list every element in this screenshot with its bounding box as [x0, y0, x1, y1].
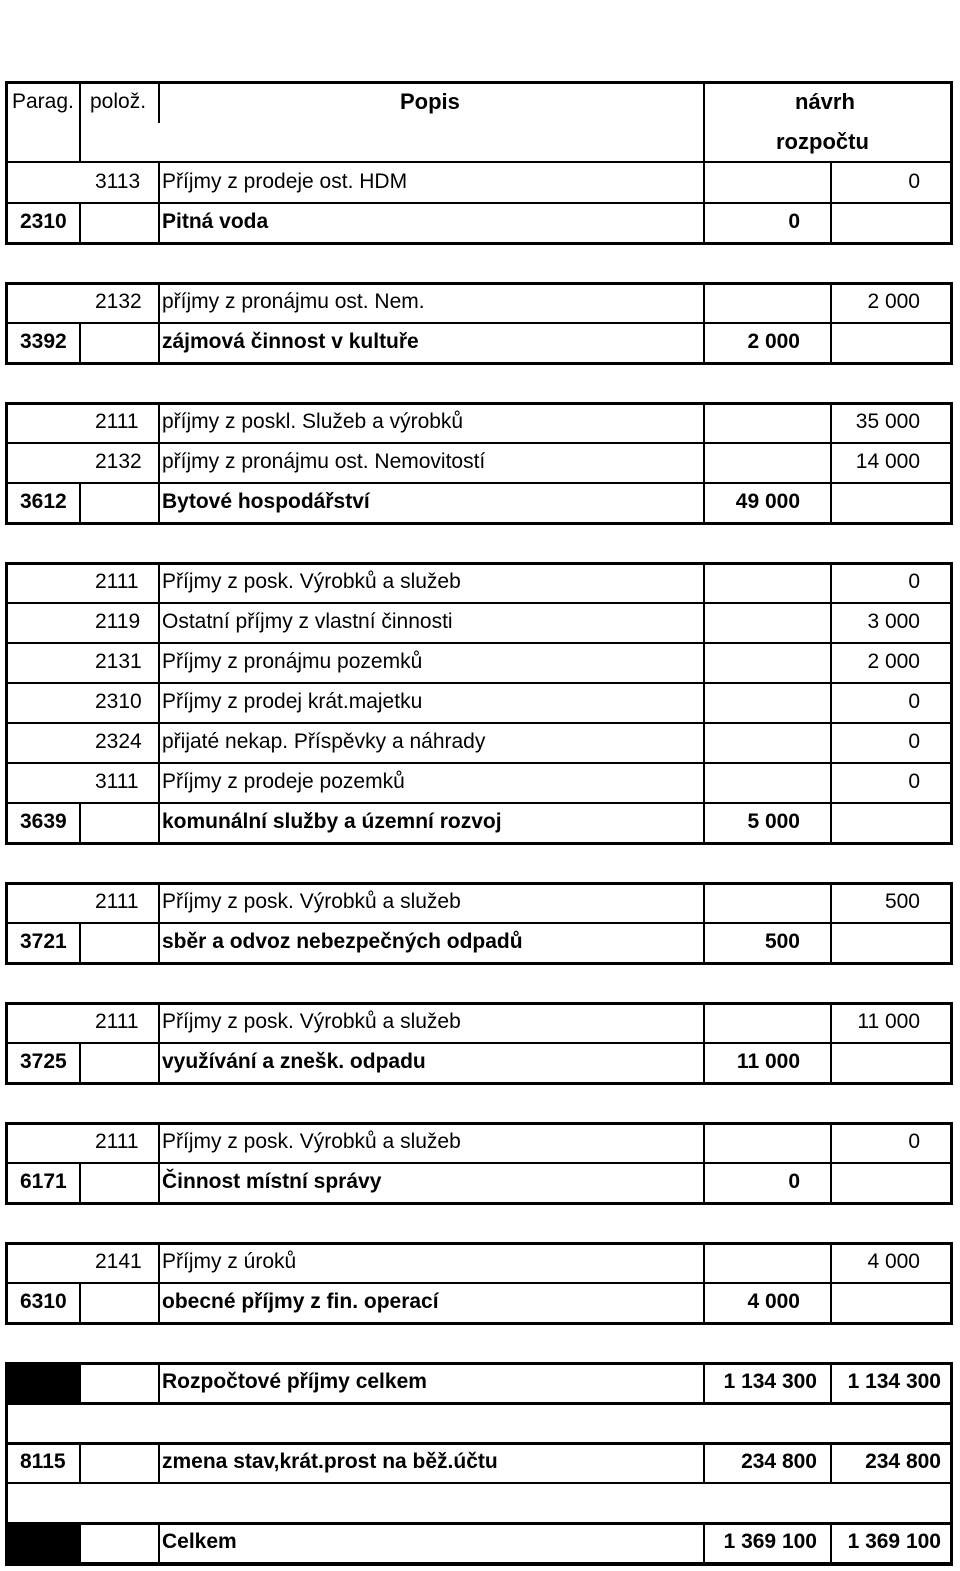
item-description: přijaté nekap. Příspěvky a náhrady — [162, 730, 486, 753]
paragraph-total: 0 — [788, 1170, 800, 1193]
summary-approved: 1 134 300 — [847, 1370, 941, 1393]
header-popis: Popis — [400, 89, 460, 114]
column-rule — [79, 202, 81, 242]
item-amount: 0 — [908, 170, 920, 193]
summary-approved: 1 369 100 — [847, 1530, 941, 1553]
summary-proposed: 1 369 100 — [723, 1530, 817, 1553]
row-rule — [5, 1122, 953, 1125]
column-rule — [830, 1242, 832, 1322]
paragraph-title: zájmová činnost v kultuře — [162, 330, 419, 353]
item-code: 2111 — [95, 410, 139, 433]
row-rule — [5, 442, 953, 444]
column-rule — [830, 882, 832, 962]
column-rule — [5, 1522, 8, 1562]
column-rule — [158, 562, 160, 842]
item-amount: 0 — [908, 690, 920, 713]
summary-proposed: 234 800 — [741, 1450, 817, 1473]
column-rule — [5, 1002, 8, 1084]
column-rule — [830, 1442, 832, 1482]
column-rule — [830, 1522, 832, 1562]
item-code: 3111 — [95, 770, 139, 793]
row-rule — [5, 762, 953, 764]
item-description: příjmy z pronájmu ost. Nem. — [162, 290, 425, 313]
paragraph-total: 2 000 — [747, 330, 800, 353]
column-rule — [79, 1162, 81, 1202]
column-rule — [79, 81, 81, 163]
paragraph-title: Pitná voda — [162, 210, 269, 233]
row-rule — [5, 482, 953, 484]
item-amount: 2 000 — [867, 290, 920, 313]
column-rule — [950, 1402, 953, 1522]
column-rule — [830, 1122, 832, 1202]
row-rule — [5, 1482, 953, 1484]
column-rule — [5, 1122, 8, 1204]
column-rule — [79, 482, 81, 522]
column-rule — [950, 882, 953, 964]
column-rule — [158, 162, 160, 242]
column-rule — [950, 1522, 953, 1562]
column-rule — [158, 402, 160, 522]
paragraph-total: 0 — [788, 210, 800, 233]
row-rule — [5, 682, 953, 684]
item-code: 2119 — [95, 610, 141, 633]
column-rule — [830, 282, 832, 362]
row-rule — [5, 322, 953, 324]
item-code: 2111 — [95, 890, 139, 913]
item-code: 2111 — [95, 1010, 139, 1033]
paragraph-total: 4 000 — [747, 1290, 800, 1313]
column-rule — [5, 81, 8, 163]
item-amount: 500 — [884, 890, 920, 913]
column-rule — [79, 1042, 81, 1082]
summary-label: Celkem — [162, 1530, 237, 1553]
row-rule — [5, 202, 953, 204]
row-rule — [5, 522, 953, 525]
paragraph-code: 3721 — [20, 930, 67, 953]
paragraph-code: 2310 — [20, 210, 67, 233]
paragraph-title: sběr a odvoz nebezpečných odpadů — [162, 930, 523, 953]
item-code: 2310 — [95, 690, 142, 713]
row-rule — [5, 1362, 953, 1365]
paragraph-total: 11 000 — [736, 1050, 800, 1073]
column-rule — [5, 162, 8, 244]
item-amount: 2 000 — [867, 650, 920, 673]
column-rule — [950, 282, 953, 364]
item-description: Příjmy z prodeje pozemků — [162, 770, 405, 793]
row-rule — [5, 882, 953, 885]
item-description: příjmy z pronájmu ost. Nemovitostí — [162, 450, 486, 473]
header-rozpoctu: rozpočtu — [776, 129, 869, 154]
row-rule — [5, 81, 953, 84]
column-rule — [830, 162, 832, 242]
paragraph-code: 3612 — [20, 490, 67, 513]
item-description: Příjmy z posk. Výrobků a služeb — [162, 890, 461, 913]
row-rule — [5, 1162, 953, 1164]
item-code: 2111 — [95, 1130, 139, 1153]
summary-code: 8115 — [20, 1450, 66, 1473]
column-rule — [79, 1362, 81, 1402]
row-rule — [5, 1202, 953, 1205]
column-rule — [5, 882, 8, 964]
column-rule — [158, 1522, 160, 1562]
row-rule — [5, 722, 953, 724]
row-rule — [5, 1562, 953, 1566]
paragraph-title: komunální služby a územní rozvoj — [162, 810, 502, 833]
row-rule — [5, 402, 953, 405]
column-rule — [703, 162, 705, 242]
column-rule — [950, 1122, 953, 1204]
column-rule — [158, 882, 160, 962]
row-rule — [5, 1522, 953, 1525]
column-rule — [830, 402, 832, 522]
column-rule — [703, 81, 705, 163]
column-rule — [703, 882, 705, 962]
row-rule — [5, 1082, 953, 1085]
header-parag: Parag. — [12, 90, 74, 113]
column-rule — [703, 1002, 705, 1082]
summary-proposed: 1 134 300 — [723, 1370, 817, 1393]
column-rule — [830, 1002, 832, 1082]
column-rule — [5, 1362, 8, 1402]
column-rule — [158, 282, 160, 362]
column-rule — [703, 1242, 705, 1322]
column-rule — [703, 1442, 705, 1482]
column-rule — [950, 1242, 953, 1324]
item-description: Příjmy z posk. Výrobků a služeb — [162, 1130, 461, 1153]
row-rule — [5, 282, 953, 285]
paragraph-total: 5 000 — [747, 810, 800, 833]
paragraph-title: Bytové hospodářství — [162, 490, 370, 513]
item-code: 2141 — [95, 1250, 142, 1273]
paragraph-title: využívání a znešk. odpadu — [162, 1050, 426, 1073]
column-rule — [950, 162, 953, 244]
row-rule — [5, 962, 953, 965]
paragraph-code: 6171 — [20, 1170, 67, 1193]
item-code: 2324 — [95, 730, 142, 753]
paragraph-code: 3725 — [20, 1050, 67, 1073]
item-amount: 0 — [908, 770, 920, 793]
column-rule — [79, 922, 81, 962]
paragraph-total: 49 000 — [735, 490, 800, 513]
column-rule — [79, 1442, 81, 1482]
row-rule — [5, 602, 953, 604]
item-code: 3113 — [95, 170, 141, 193]
column-rule — [158, 1442, 160, 1482]
item-description: Příjmy z pronájmu pozemků — [162, 650, 423, 673]
column-rule — [158, 1122, 160, 1202]
column-rule — [830, 1362, 832, 1402]
row-rule — [5, 802, 953, 804]
item-description: Ostatní příjmy z vlastní činnosti — [162, 610, 453, 633]
paragraph-code: 6310 — [20, 1290, 67, 1313]
column-rule — [950, 402, 953, 524]
summary-label: zmena stav,krát.prost na běž.účtu — [162, 1450, 498, 1473]
row-rule — [5, 161, 953, 163]
column-rule — [703, 562, 705, 842]
column-rule — [703, 402, 705, 522]
row-rule — [5, 362, 953, 365]
header-navrh: návrh — [795, 89, 855, 114]
shaded-cell — [5, 1362, 81, 1404]
item-amount: 35 000 — [855, 410, 920, 433]
column-rule — [703, 1522, 705, 1562]
row-rule — [5, 562, 953, 565]
column-rule — [158, 81, 160, 123]
column-rule — [950, 81, 953, 163]
column-rule — [5, 1242, 8, 1324]
item-amount: 14 000 — [855, 450, 920, 473]
item-amount: 0 — [908, 730, 920, 753]
row-rule — [5, 1282, 953, 1284]
paragraph-total: 500 — [764, 930, 800, 953]
column-rule — [158, 1242, 160, 1322]
row-rule — [5, 1042, 953, 1044]
column-rule — [703, 1122, 705, 1202]
column-rule — [158, 1362, 160, 1402]
row-rule — [5, 1442, 953, 1445]
item-code: 2131 — [95, 650, 142, 673]
item-description: příjmy z poskl. Služeb a výrobků — [162, 410, 464, 433]
paragraph-title: obecné příjmy z fin. operací — [162, 1290, 439, 1313]
summary-label: Rozpočtové příjmy celkem — [162, 1370, 427, 1393]
row-rule — [5, 642, 953, 644]
row-rule — [5, 1402, 953, 1405]
item-amount: 0 — [908, 570, 920, 593]
paragraph-title: Činnost místní správy — [162, 1170, 382, 1193]
column-rule — [158, 1002, 160, 1082]
header-poloz: polož. — [90, 90, 147, 113]
item-description: Příjmy z prodej krát.majetku — [162, 690, 423, 713]
column-rule — [950, 562, 953, 844]
row-rule — [5, 842, 953, 845]
row-rule — [5, 1242, 953, 1245]
column-rule — [950, 1362, 953, 1402]
row-rule — [5, 242, 953, 245]
item-amount: 0 — [908, 1130, 920, 1153]
item-code: 2132 — [95, 450, 142, 473]
item-code: 2111 — [95, 570, 139, 593]
item-description: Příjmy z posk. Výrobků a služeb — [162, 570, 461, 593]
row-rule — [5, 922, 953, 924]
column-rule — [79, 1282, 81, 1322]
item-description: Příjmy z prodeje ost. HDM — [162, 170, 408, 193]
column-rule — [5, 402, 8, 524]
shaded-cell — [5, 1522, 81, 1564]
column-rule — [703, 1362, 705, 1402]
column-rule — [79, 1522, 81, 1562]
summary-approved: 234 800 — [865, 1450, 941, 1473]
paragraph-code: 3392 — [20, 330, 67, 353]
row-rule — [5, 1002, 953, 1005]
item-description: Příjmy z posk. Výrobků a služeb — [162, 1010, 461, 1033]
item-code: 2132 — [95, 290, 142, 313]
column-rule — [79, 802, 81, 842]
column-rule — [830, 562, 832, 842]
item-description: Příjmy z úroků — [162, 1250, 297, 1273]
item-amount: 11 000 — [857, 1010, 920, 1033]
column-rule — [5, 562, 8, 844]
paragraph-code: 3639 — [20, 810, 67, 833]
column-rule — [79, 322, 81, 362]
item-amount: 4 000 — [867, 1250, 920, 1273]
column-rule — [703, 282, 705, 362]
row-rule — [5, 1322, 953, 1325]
column-rule — [5, 282, 8, 364]
item-amount: 3 000 — [867, 610, 920, 633]
column-rule — [950, 1002, 953, 1084]
column-rule — [5, 1402, 8, 1522]
